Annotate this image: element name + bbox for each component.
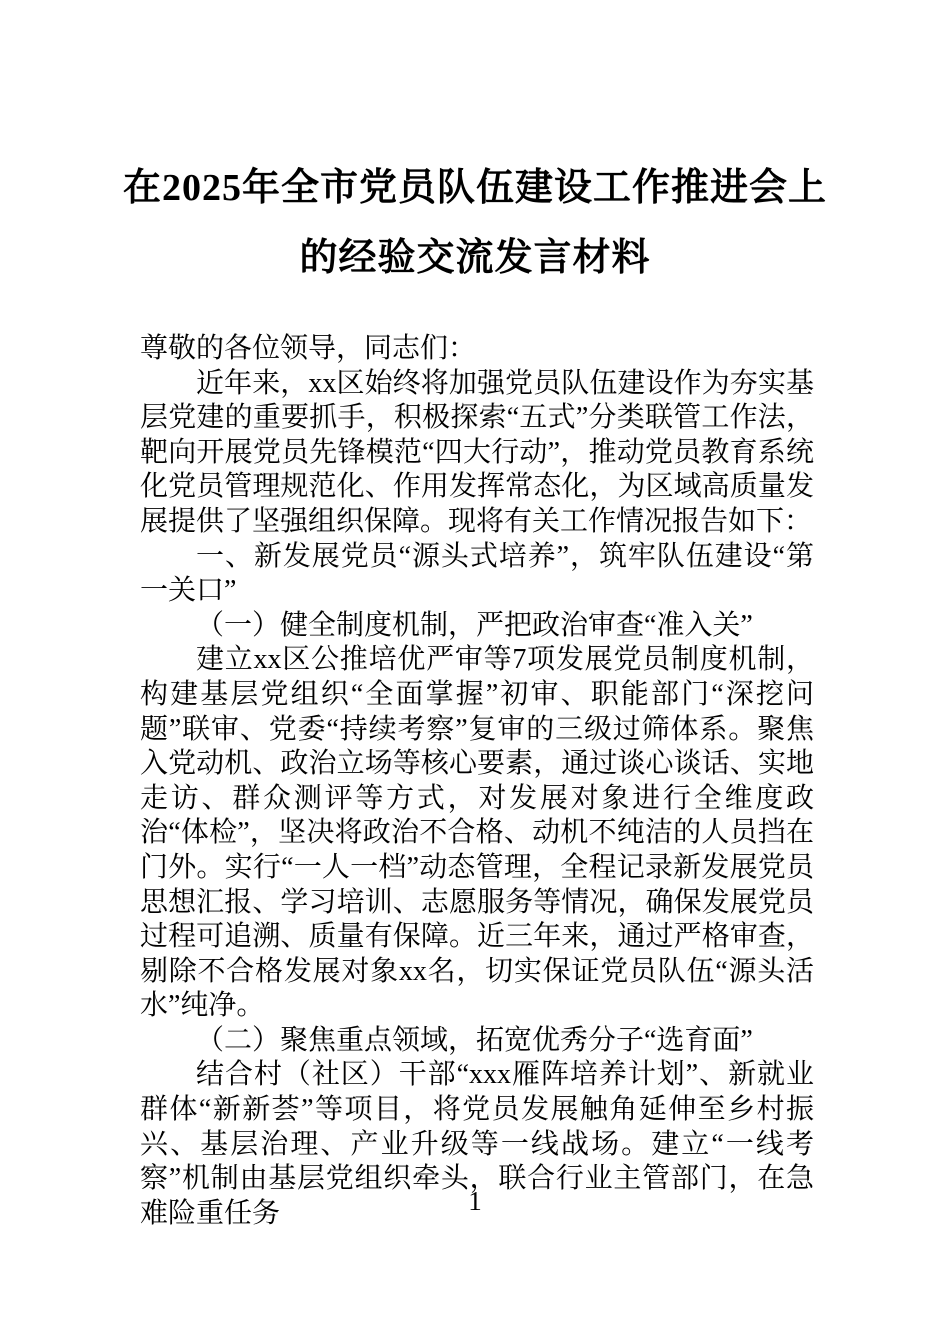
- section-heading-1: 一、新发展党员“源头式培养”，筑牢队伍建设“第一关口”: [140, 540, 814, 607]
- document-title-line-2: 的经验交流发言材料: [299, 237, 651, 279]
- paragraph-section-1-1: 建立xx区公推培优严审等7项发展党员制度机制，构建基层党组织“全面掌握”初审、职能部门“深挖问题”联审、党委“持续考察”复审的三级过筛体系。聚焦入党动机、政治立场等核心要素，通过谈心谈话、实地走访、群众测评等方式，对发展对象进行全维度政治“体检”，坚决将政治不合格、动机不纯洁的人员挡在门外。实行“一人一档”动态管理，全程记录新发展党员思想汇报、学习培训、志愿服务等情况，确保发展党员过程可追溯、质量有保障。近三年来，通过严格审查，剔除不合格发展对象xx名，切实保证党员队伍“源头活水”纯净。: [140, 644, 814, 1022]
- document-body: [140, 332, 814, 1231]
- paragraph-intro: 近年来，xx区始终将加强党员队伍建设作为夯实基层党建的重要抓手，积极探索“五式”分类联管工作法，靶向开展党员先锋模范“四大行动”，推动党员教育系统化党员管理规范化、作用发挥常态化，为区域高质量发展提供了坚强组织保障。现将有关工作情况报告如下：: [140, 367, 814, 537]
- paragraph-section-1-2: 结合村（社区）干部“xxx雁阵培养计划”、新就业群体“新新荟”等项目，将党员发展触角延伸至乡村振兴、基层治理、产业升级等一线战场。建立“一线考察”机制由基层党组织牵头，联合行业主管部门，在急难险重任务: [140, 1059, 814, 1229]
- salutation: 尊敬的各位领导，同志们：: [140, 333, 477, 364]
- subsection-heading-1-1: （一）健全制度机制，严把政治审查“准入关”: [196, 609, 753, 641]
- page-number: 1: [468, 1186, 482, 1216]
- document-title-line-1: 在2025年全市党员队伍建设工作推进会上: [122, 167, 827, 209]
- subsection-heading-1-2: （二）聚焦重点领域，拓宽优秀分子“选育面”: [196, 1024, 753, 1056]
- document-title: [0, 0, 950, 293]
